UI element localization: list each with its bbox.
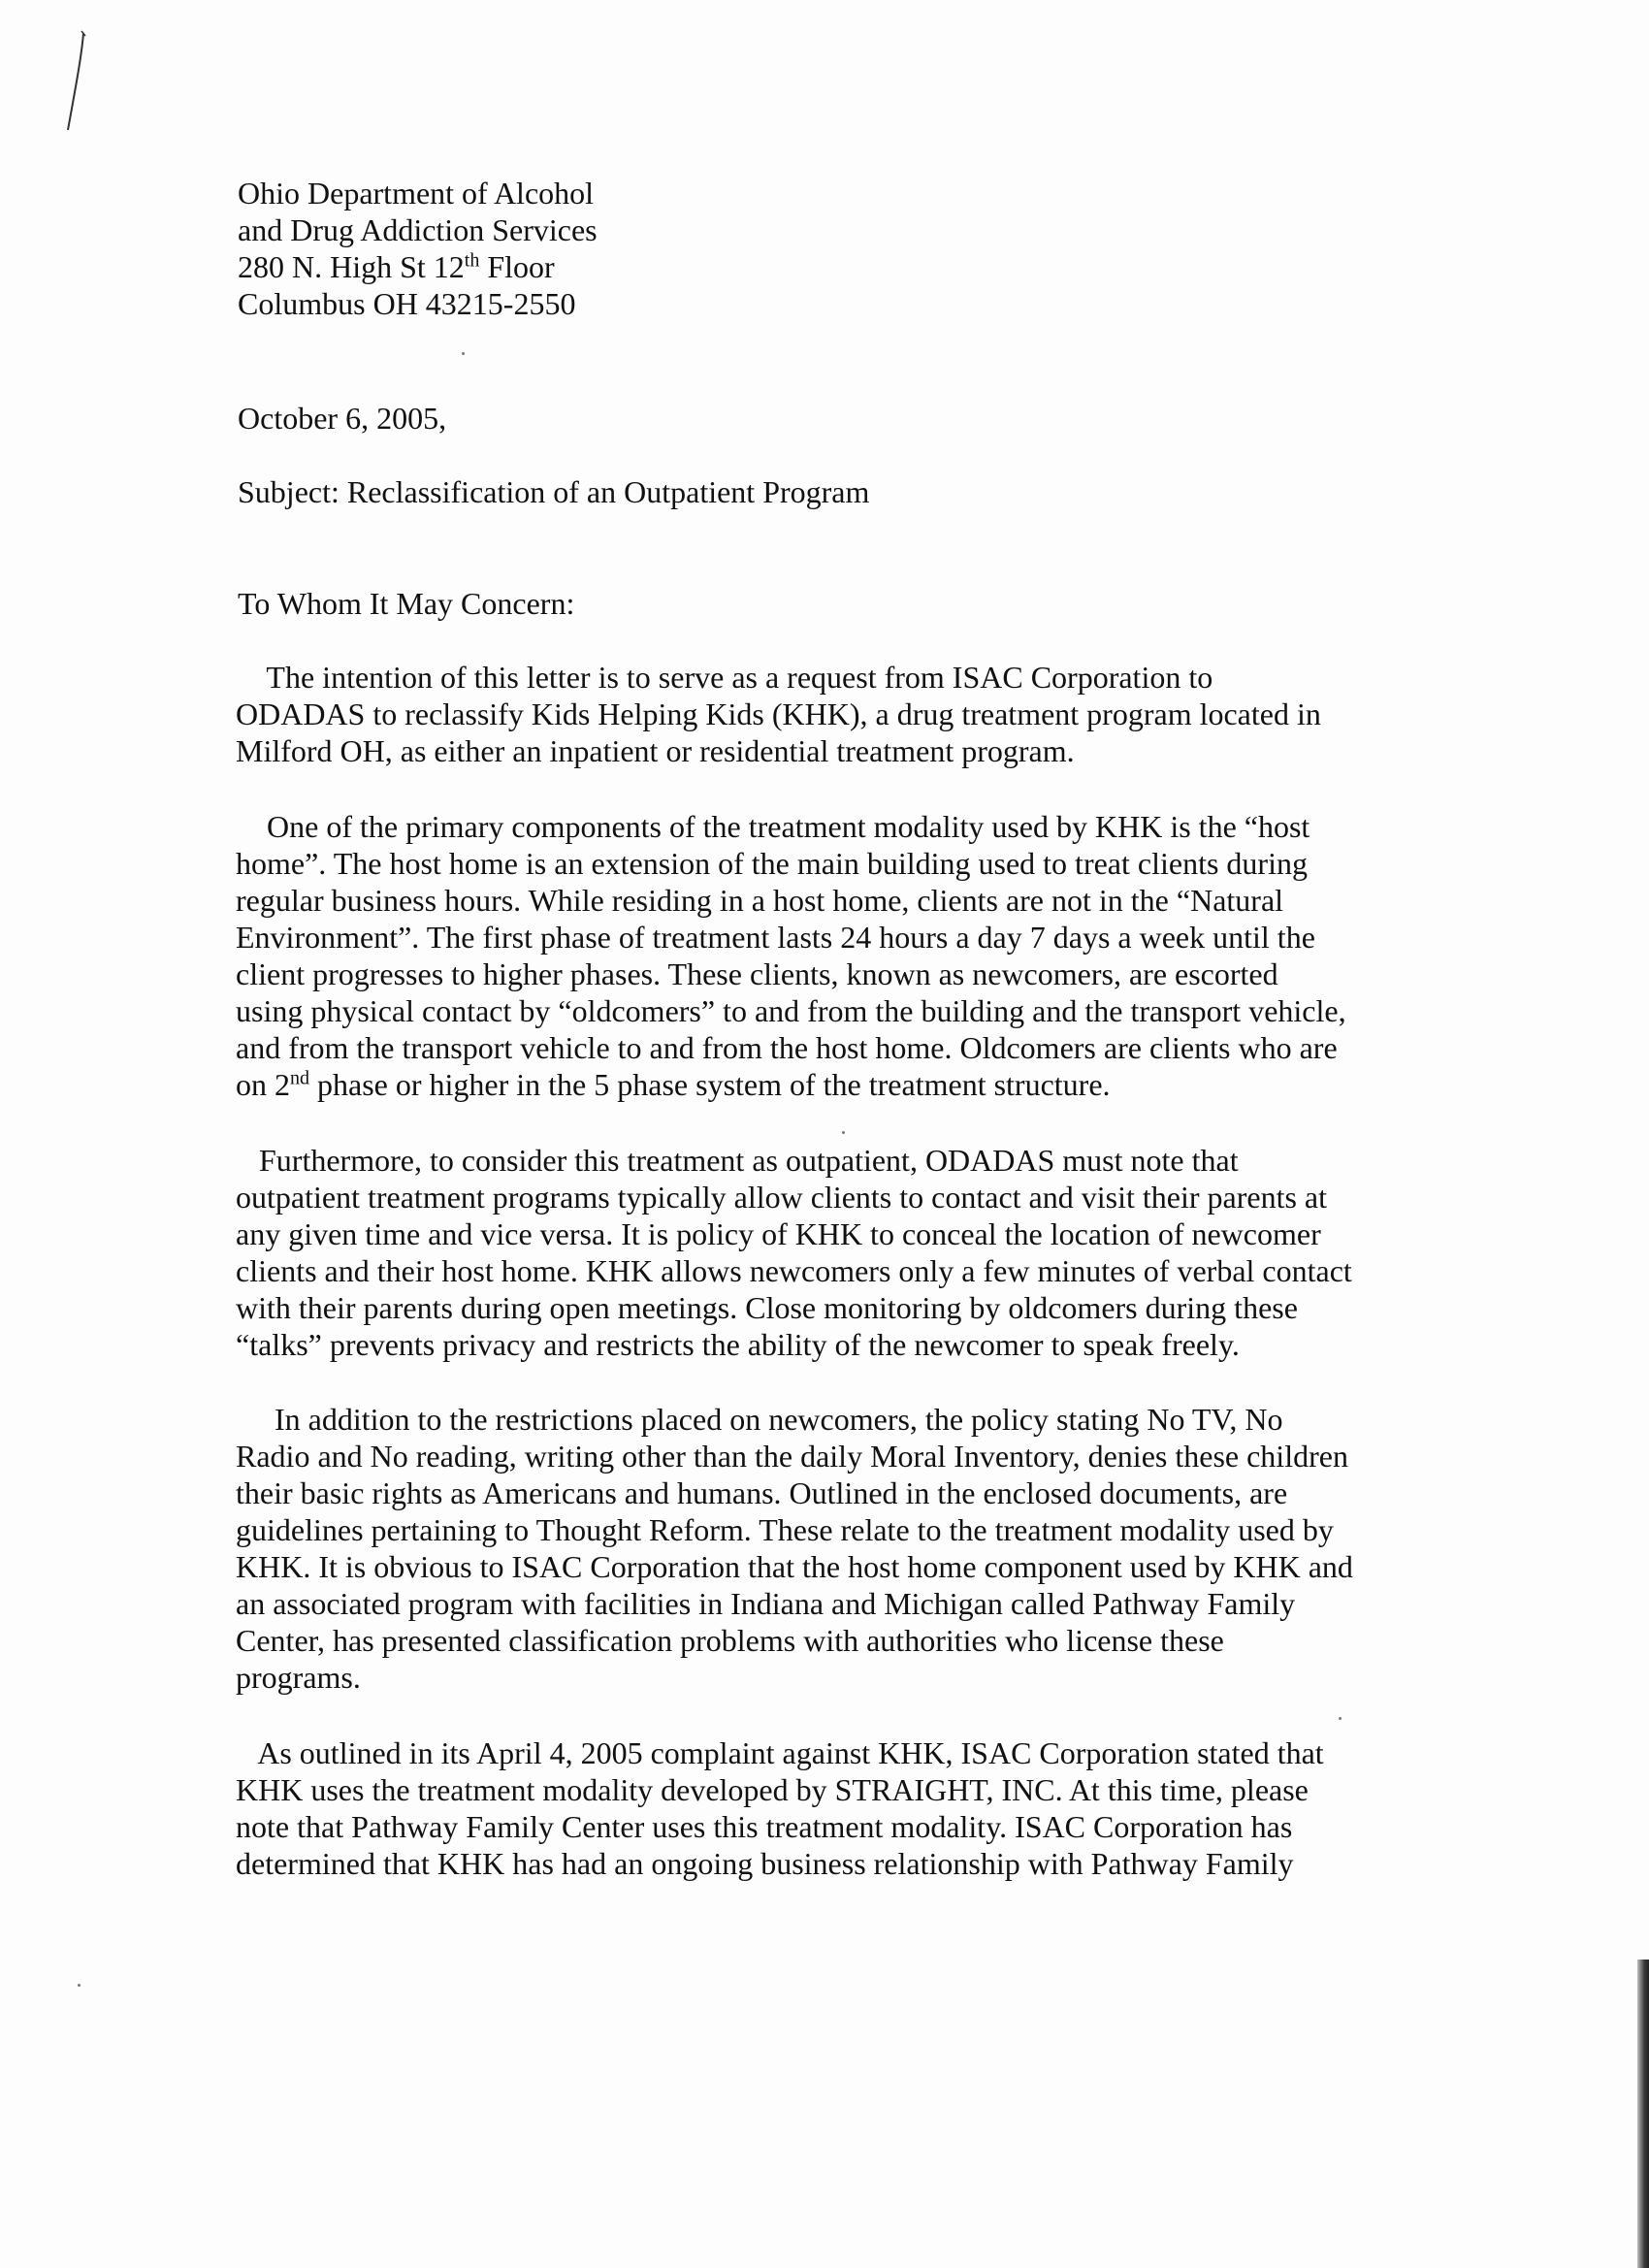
text-line: an associated program with facilities in Indiana and Michigan called Pathway Family [236,1586,1296,1621]
text-line: outpatient treatment programs typically allow clients to contact and visit their parents at [236,1180,1327,1215]
address-line: Columbus OH 43215-2550 [238,286,576,321]
address-line: and Drug Addiction Services [238,212,598,247]
letter-date: October 6, 2005, [238,401,447,436]
text-line: regular business hours. While residing in a host home, clients are not in the “Natural [236,883,1284,918]
text-line: any given time and vice versa. It is policy of KHK to conceal the location of newcomer [236,1216,1321,1251]
text-line: ODADAS to reclassify Kids Helping Kids (KHK), a drug treatment program located in [236,697,1321,731]
address-line: 280 N. High St 12th Floor [238,249,555,284]
paragraph-5 [236,1734,1419,1882]
text-line: KHK uses the treatment modality developed by STRAIGHT, INC. At this time, please [236,1772,1309,1807]
text-line: programs. [236,1660,361,1695]
text-line: home”. The host home is an extension of the main building used to treat clients during [236,846,1308,881]
salutation: To Whom It May Concern: [238,586,575,621]
address-line: Ohio Department of Alcohol [238,176,595,211]
paragraph-2 [236,808,1419,1103]
recipient-address [238,175,598,322]
text-line: Milford OH, as either an inpatient or residential treatment program. [236,733,1075,768]
paragraph-1 [236,659,1419,769]
scan-edge-shadow [1637,1960,1649,2268]
text-line: Radio and No reading, writing other than the daily Moral Inventory, denies these children [236,1439,1348,1474]
scan-speck [842,1131,845,1134]
text-line: with their parents during open meetings. Close monitoring by oldcomers during these [236,1290,1298,1325]
text-line: and from the transport vehicle to and from the host home. Oldcomers are clients who are [236,1030,1338,1065]
paragraph-4 [236,1401,1419,1696]
letter-subject: Subject: Reclassification of an Outpatient Program [238,474,870,509]
text-line: on 2nd phase or higher in the 5 phase system of the treatment structure. [236,1067,1111,1102]
text-line: Center, has presented classification problems with authorities who license these [236,1623,1224,1658]
text-line: clients and their host home. KHK allows newcomers only a few minutes of verbal contact [236,1253,1352,1288]
text-line: their basic rights as Americans and humans. Outlined in the enclosed documents, are [236,1475,1288,1510]
text-line: Environment”. The first phase of treatment lasts 24 hours a day 7 days a week until the [236,920,1315,955]
text-line: determined that KHK has had an ongoing business relationship with Pathway Family [236,1846,1294,1881]
text-line: In addition to the restrictions placed on newcomers, the policy stating No TV, No [236,1402,1283,1437]
text-line: guidelines pertaining to Thought Reform. These relate to the treatment modality used by [236,1512,1334,1547]
text-line: Furthermore, to consider this treatment as outpatient, ODADAS must note that [236,1143,1239,1178]
scan-speck [462,352,465,355]
text-line: client progresses to higher phases. These clients, known as newcomers, are escorted [236,956,1278,991]
text-line: using physical contact by “oldcomers” to and from the building and the transport vehicle, [236,993,1346,1028]
text-line: note that Pathway Family Center uses this treatment modality. ISAC Corporation has [236,1809,1293,1844]
pen-stroke-mark [56,29,95,136]
text-line: As outlined in its April 4, 2005 complaint against KHK, ISAC Corporation stated that [236,1735,1324,1770]
text-line: One of the primary components of the treatment modality used by KHK is the “host [236,809,1310,844]
text-line: “talks” prevents privacy and restricts the ability of the newcomer to speak freely. [236,1327,1240,1362]
text-line: KHK. It is obvious to ISAC Corporation that the host home component used by KHK and [236,1549,1353,1584]
paragraph-3 [236,1142,1419,1363]
scan-speck [1339,1717,1342,1720]
scan-speck [78,1984,81,1987]
text-line: The intention of this letter is to serve as a request from ISAC Corporation to [236,660,1213,695]
